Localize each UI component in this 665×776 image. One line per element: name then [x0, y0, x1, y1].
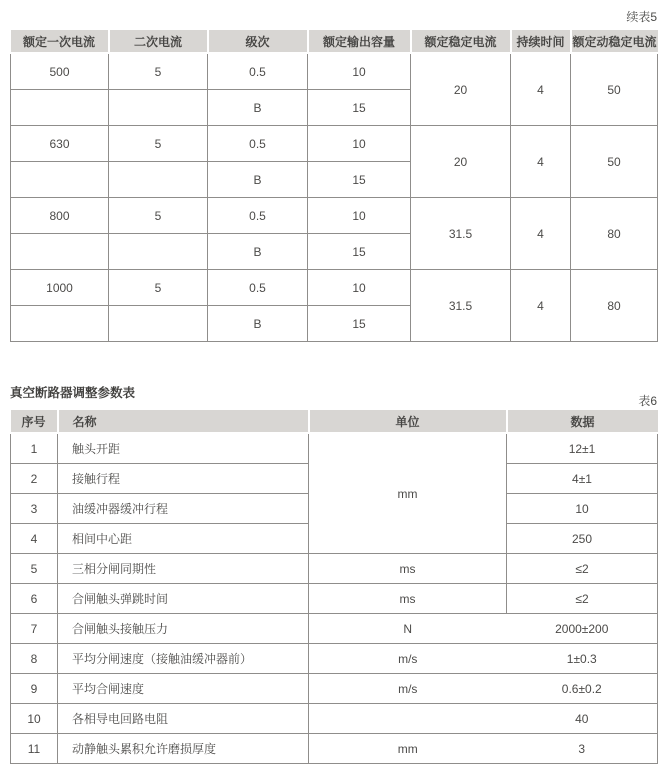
class-cell: 0.5	[208, 270, 308, 306]
stable-current-cell: 20	[411, 53, 511, 126]
param-name: 动静触头累积允许磨损厚度	[58, 734, 309, 764]
unit-cell: mm	[309, 734, 507, 764]
duration-cell: 4	[511, 270, 571, 342]
row-number: 1	[11, 433, 58, 464]
table5-header-row	[11, 29, 658, 53]
param-name: 平均合闸速度	[58, 674, 309, 704]
secondary-current-cell: 5	[109, 126, 208, 162]
row-number: 10	[11, 704, 58, 734]
duration-cell: 4	[511, 198, 571, 270]
row-number: 8	[11, 644, 58, 674]
unit-cell: ms	[309, 554, 507, 584]
param-name: 接触行程	[58, 464, 309, 494]
class-cell: 0.5	[208, 53, 308, 90]
unit-cell	[309, 704, 507, 734]
class-cell: B	[208, 234, 308, 270]
table-row	[11, 644, 658, 674]
duration-cell: 4	[511, 126, 571, 198]
table-row	[11, 584, 658, 614]
param-name: 油缓冲器缓冲行程	[58, 494, 309, 524]
col-header-index: 序号	[11, 409, 58, 433]
output-capacity-cell: 15	[308, 90, 411, 126]
primary-current-cell: 800	[11, 198, 109, 234]
empty-cell	[11, 162, 109, 198]
output-capacity-cell: 10	[308, 53, 411, 90]
col-header-dynamic-stable-current: 额定动稳定电流	[571, 29, 658, 53]
table5-body	[11, 53, 658, 342]
table-row	[11, 554, 658, 584]
output-capacity-cell: 10	[308, 198, 411, 234]
data-cell: 40	[507, 704, 658, 734]
secondary-current-cell: 5	[109, 198, 208, 234]
unit-cell: ms	[309, 584, 507, 614]
data-cell: 250	[507, 524, 658, 554]
table-row	[11, 734, 658, 764]
table6-number-label: 表6	[638, 394, 657, 408]
class-cell: 0.5	[208, 126, 308, 162]
primary-current-cell: 630	[11, 126, 109, 162]
row-number: 5	[11, 554, 58, 584]
table6-header-row	[11, 409, 658, 433]
row-number: 4	[11, 524, 58, 554]
current-transformer-spec-table	[10, 28, 658, 342]
class-cell: 0.5	[208, 198, 308, 234]
row-number: 6	[11, 584, 58, 614]
output-capacity-cell: 15	[308, 162, 411, 198]
col-header-output-capacity: 额定输出容量	[308, 29, 411, 53]
table-row	[11, 433, 658, 464]
data-cell: ≤2	[507, 554, 658, 584]
data-cell: 0.6±0.2	[507, 674, 658, 704]
row-number: 9	[11, 674, 58, 704]
unit-cell: m/s	[309, 674, 507, 704]
empty-cell	[11, 306, 109, 342]
row-number: 2	[11, 464, 58, 494]
param-name: 三相分闸同期性	[58, 554, 309, 584]
param-name: 合闸触头接触压力	[58, 614, 309, 644]
dynamic-stable-current-cell: 50	[571, 126, 658, 198]
primary-current-cell: 500	[11, 53, 109, 90]
table6-header	[11, 409, 658, 433]
class-cell: B	[208, 90, 308, 126]
row-number: 11	[11, 734, 58, 764]
unit-cell: m/s	[309, 644, 507, 674]
class-cell: B	[208, 162, 308, 198]
secondary-current-cell: 5	[109, 270, 208, 306]
secondary-current-cell: 5	[109, 53, 208, 90]
col-header-data: 数据	[507, 409, 658, 433]
primary-current-cell: 1000	[11, 270, 109, 306]
dynamic-stable-current-cell: 50	[571, 53, 658, 126]
row-number: 3	[11, 494, 58, 524]
stable-current-cell: 31.5	[411, 198, 511, 270]
data-cell: 12±1	[507, 433, 658, 464]
param-name: 触头开距	[58, 433, 309, 464]
table6-title: 真空断路器调整参数表	[10, 386, 136, 400]
duration-cell: 4	[511, 53, 571, 126]
breaker-adjustment-parameters-table	[10, 408, 658, 764]
empty-cell	[11, 90, 109, 126]
table-row	[11, 53, 658, 90]
table-row	[11, 270, 658, 306]
output-capacity-cell: 10	[308, 126, 411, 162]
data-cell: 3	[507, 734, 658, 764]
param-name: 平均分闸速度（接触油缓冲器前）	[58, 644, 309, 674]
unit-cell: N	[309, 614, 507, 644]
unit-cell: mm	[309, 433, 507, 554]
col-header-duration: 持续时间	[511, 29, 571, 53]
empty-cell	[109, 90, 208, 126]
table5-continuation-label: 续表5	[626, 10, 657, 24]
table-row	[11, 614, 658, 644]
class-cell: B	[208, 306, 308, 342]
col-header-unit: 单位	[309, 409, 507, 433]
data-cell: 1±0.3	[507, 644, 658, 674]
col-header-name: 名称	[58, 409, 309, 433]
row-number: 7	[11, 614, 58, 644]
param-name: 相间中心距	[58, 524, 309, 554]
param-name: 合闸触头弹跳时间	[58, 584, 309, 614]
table6-body	[11, 433, 658, 764]
dynamic-stable-current-cell: 80	[571, 270, 658, 342]
data-cell: ≤2	[507, 584, 658, 614]
empty-cell	[109, 234, 208, 270]
table-row	[11, 126, 658, 162]
output-capacity-cell: 15	[308, 306, 411, 342]
empty-cell	[109, 162, 208, 198]
col-header-class: 级次	[208, 29, 308, 53]
stable-current-cell: 20	[411, 126, 511, 198]
stable-current-cell: 31.5	[411, 270, 511, 342]
table-row	[11, 704, 658, 734]
table-row	[11, 674, 658, 704]
col-header-stable-current: 额定稳定电流	[411, 29, 511, 53]
data-cell: 2000±200	[507, 614, 658, 644]
col-header-primary-current: 额定一次电流	[11, 29, 109, 53]
data-cell: 4±1	[507, 464, 658, 494]
empty-cell	[109, 306, 208, 342]
empty-cell	[11, 234, 109, 270]
dynamic-stable-current-cell: 80	[571, 198, 658, 270]
data-cell: 10	[507, 494, 658, 524]
output-capacity-cell: 10	[308, 270, 411, 306]
table-row	[11, 198, 658, 234]
table5-header	[11, 29, 658, 53]
param-name: 各相导电回路电阻	[58, 704, 309, 734]
col-header-secondary-current: 二次电流	[109, 29, 208, 53]
output-capacity-cell: 15	[308, 234, 411, 270]
